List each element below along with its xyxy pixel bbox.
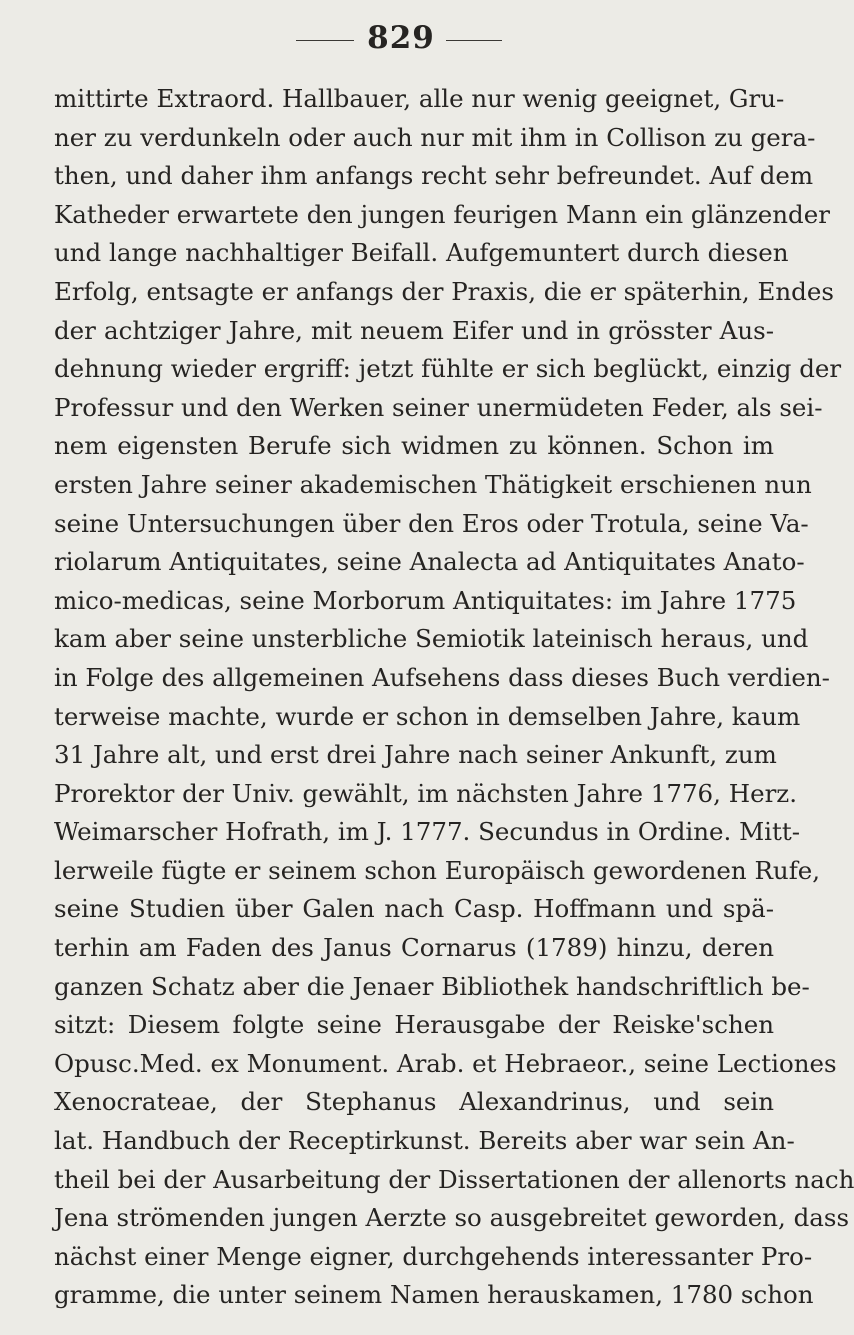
body-text	[54, 80, 854, 1315]
text-line: nächst einer Menge eigner, durchgehends interessanter Pro-	[54, 1241, 813, 1271]
text-line: Katheder erwartete den jungen feurigen Mann ein glänzender	[54, 199, 830, 229]
text-line: Prorektor der Univ. gewählt, im nächsten Jahre 1776, Herz.	[54, 778, 797, 808]
text-line: seine Studien über Galen nach Casp. Hoffmann und spä-	[54, 894, 774, 924]
text-line: ganzen Schatz aber die Jenaer Bibliothek handschriftlich be-	[54, 971, 810, 1001]
text-line: seine Untersuchungen über den Eros oder Trotula, seine Va-	[54, 508, 809, 538]
header-rule-right	[446, 40, 502, 41]
text-line: Jena strömenden jungen Aerzte so ausgebreitet geworden, dass	[54, 1203, 850, 1233]
text-line: Erfolg, entsagte er anfangs der Praxis, die er späterhin, Endes	[54, 276, 834, 306]
text-line: lerweile fügte er seinem schon Europäisch gewordenen Rufe,	[54, 855, 821, 885]
text-line: Opusc.Med. ex Monument. Arab. et Hebraeor., seine Lectiones	[54, 1048, 837, 1078]
page-number: 829	[367, 20, 435, 56]
text-line: mittirte Extraord. Hallbauer, alle nur wenig geeignet, Gru-	[54, 84, 785, 113]
text-line: gramme, die unter seinem Namen herauskamen, 1780 schon	[54, 1280, 814, 1310]
text-line: terhin am Faden des Janus Cornarus (1789) hinzu, deren	[54, 933, 774, 963]
text-line: Weimarscher Hofrath, im J. 1777. Secundus in Ordine. Mitt-	[54, 817, 800, 847]
text-line: sitzt: Diesem folgte seine Herausgabe der Reiske'schen	[54, 1010, 774, 1040]
text-line: und lange nachhaltiger Beifall. Aufgemuntert durch diesen	[54, 238, 789, 268]
text-line: ner zu verdunkeln oder auch nur mit ihm in Collison zu gera-	[54, 122, 816, 152]
text-line: theil bei der Ausarbeitung der Dissertationen der allenorts nach	[54, 1164, 854, 1194]
text-line: nem eigensten Berufe sich widmen zu können. Schon im	[54, 431, 774, 461]
text-line: in Folge des allgemeinen Aufsehens dass dieses Buch verdien-	[54, 662, 830, 692]
text-line: der achtziger Jahre, mit neuem Eifer und in grösster Aus-	[54, 315, 774, 345]
text-line: terweise machte, wurde er schon in demselben Jahre, kaum	[54, 701, 801, 731]
page-header	[0, 18, 800, 58]
text-line: dehnung wieder ergriff: jetzt fühlte er sich beglückt, einzig der	[54, 354, 842, 384]
text-line: kam aber seine unsterbliche Semiotik lateinisch heraus, und	[54, 624, 809, 654]
text-line: lat. Handbuch der Receptirkunst. Bereits aber war sein An-	[54, 1126, 795, 1156]
text-line: then, und daher ihm anfangs recht sehr befreundet. Auf dem	[54, 161, 814, 191]
text-line: riolarum Antiquitates, seine Analecta ad Antiquitates Anato-	[54, 547, 805, 577]
text-line: 31 Jahre alt, und erst drei Jahre nach seiner Ankunft, zum	[54, 740, 777, 770]
text-line: Professur und den Werken seiner unermüdeten Feder, als sei-	[54, 392, 823, 422]
text-line: mico-medicas, seine Morborum Antiquitates: im Jahre 1775	[54, 585, 797, 615]
text-line: ersten Jahre seiner akademischen Thätigkeit erschienen nun	[54, 469, 812, 499]
header-rule-left	[296, 40, 354, 41]
text-line: Xenocrateae, der Stephanus Alexandrinus, und sein	[54, 1087, 774, 1117]
